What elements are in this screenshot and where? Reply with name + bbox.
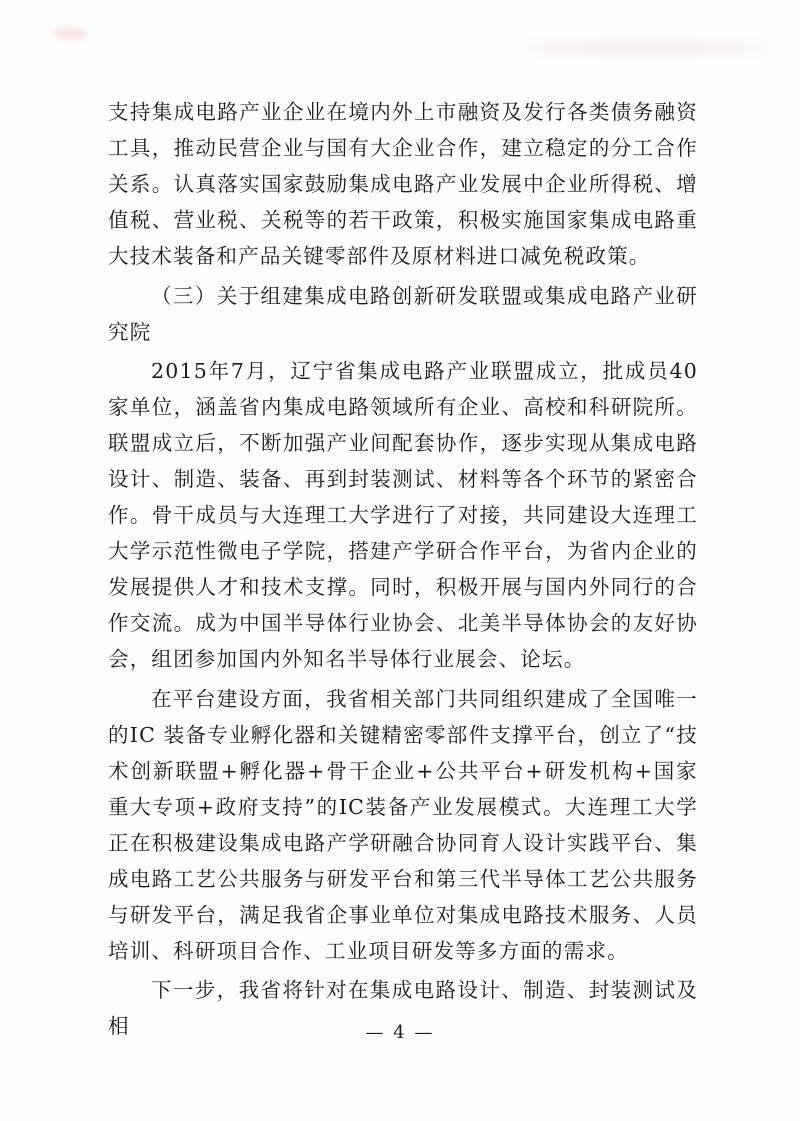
paragraph-platform: 在平台建设方面，我省相关部门共同组织建成了全国唯一的IC 装备专业孵化器和关键精密零部件支撑平台，创立了“技术创新联盟+孵化器+骨干企业+公共平台+研发机构+国家重大专项+政府支持”的IC装备产业发展模式。大连理工大学正在积极建设集成电路产学研融合协同育人设计实践平台、集成电路工艺公共服务与研发平台和第三代半导体工艺公共服务与研发平台，满足我省企事业单位对集成电路技术服务、人员培训、科研项目合作、工业项目研发等多方面的需求。 xyxy=(108,686,698,963)
scan-mark xyxy=(520,40,770,56)
paragraph-tax-policy: 支持集成电路产业企业在境内外上市融资及发行各类债务融资工具，推动民营企业与国有大企业合作，建立稳定的分工合作关系。认真落实国家鼓励集成电路产业发展中企业所得税、增值税、营业税、关税等的若干政策，积极实施国家集成电路重大技术装备和产品关键零部件及原材料进口减免税政策。 xyxy=(108,100,698,268)
paragraph-alliance: 2015年7月，辽宁省集成电路产业联盟成立，批成员40家单位，涵盖省内集成电路领域所有企业、高校和科研院所。联盟成立后，不断加强产业间配套协作，逐步实现从集成电路设计、制造、装备、再到封装测试、材料等各个环节的紧密合作。骨干成员与大连理工大学进行了对接，共同建设大连理工大学示范性微电子学院，搭建产学研合作平台，为省内企业的发展提供人才和技术支撑。同时，积极开展与国内外同行的合作交流。成为中国半导体行业协会、北美半导体协会的友好协会，组团参加国内外知名半导体行业展会、论坛。 xyxy=(108,359,698,671)
document-body xyxy=(108,94,698,1048)
section-heading-alliance: （三）关于组建集成电路创新研发联盟或集成电路产业研究院 xyxy=(108,283,698,344)
page-number: — 4 — xyxy=(365,1022,435,1043)
ink-smudge xyxy=(52,28,88,40)
paragraph-next-step: 下一步，我省将针对在集成电路设计、制造、封装测试及相 xyxy=(108,978,698,1038)
